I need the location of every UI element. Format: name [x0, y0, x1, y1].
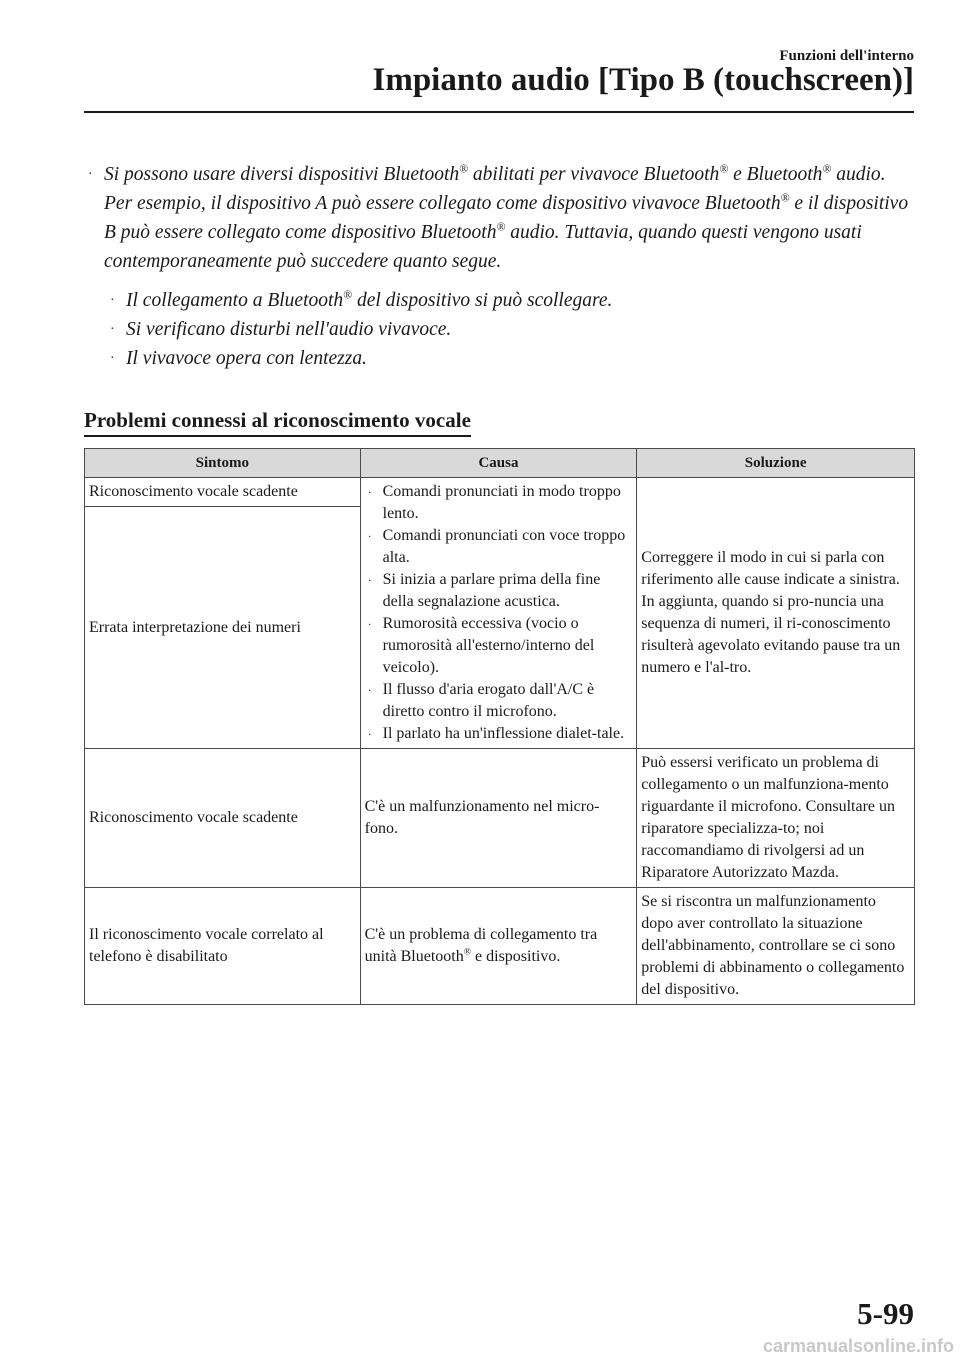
intro-notes	[84, 160, 914, 373]
table-row	[85, 749, 915, 888]
registered-mark: ®	[463, 946, 472, 958]
solution-cell: Può essersi verificato un problema di collegamento o un malfunziona-mento riguardante il microfono. Consultare un riparatore specializza-to; noi raccomandiamo di rivolgersi ad un Riparatore Autorizzato Mazda.	[637, 749, 915, 888]
registered-mark: ®	[459, 162, 469, 176]
item-text: del dispositivo si può scollegare.	[352, 290, 613, 311]
bullet-icon: ·	[367, 529, 372, 543]
bullet-icon: ·	[367, 683, 372, 697]
cause-list	[365, 481, 633, 745]
intro-text: e Bluetooth	[728, 164, 823, 185]
cause-cell	[360, 478, 637, 749]
table-row	[85, 888, 915, 1005]
header-divider	[84, 111, 914, 113]
list-item: · Si inizia a parlare prima della fine della segnalazione acustica.	[367, 571, 601, 610]
symptom-cell: Errata interpretazione dei numeri	[85, 507, 361, 749]
chapter-title: Funzioni dell'interno	[779, 48, 914, 64]
intro-paragraph	[84, 160, 914, 276]
intro-text: e il dispositivo B può essere collegato come dispositivo Bluetooth	[104, 193, 909, 243]
bullet-icon: ·	[88, 167, 93, 182]
registered-mark: ®	[496, 220, 506, 234]
solution-cell: Se si riscontra un malfunzionamento dopo aver controllato la situazione dell'abbinamento, controllare se ci sono problemi di abbinamento o collegamento del dispositivo.	[637, 888, 915, 1005]
watermark: carmanualsonline.info	[762, 1336, 954, 1356]
bullet-icon: ·	[110, 322, 115, 337]
symptom-cell: Il riconoscimento vocale correlato al telefono è disabilitato	[85, 888, 361, 1005]
registered-mark: ®	[822, 162, 832, 176]
page-number: 5-99	[857, 1296, 914, 1331]
bullet-icon: ·	[110, 351, 115, 366]
item-text: Si verificano disturbi nell'audio vivavoce.	[126, 319, 452, 340]
intro-text: audio. Per esempio, il dispositivo A può essere collegato come dispositivo vivavoce Bluetooth	[104, 164, 886, 214]
intro-text: Si possono usare diversi dispositivi Bluetooth	[104, 164, 460, 185]
registered-mark: ®	[780, 191, 790, 205]
cause-cell: C'è un problema di collegamento tra unità Bluetooth® e dispositivo.	[360, 888, 637, 1005]
bullet-icon: ·	[367, 727, 372, 741]
bullet-icon: ·	[367, 573, 372, 587]
list-item: · Rumorosità eccessiva (vocio o rumorosità all'esterno/interno del veicolo).	[367, 615, 595, 676]
item-text: Il vivavoce opera con lentezza.	[126, 348, 367, 369]
list-item: · Il flusso d'aria erogato dall'A/C è diretto contro il microfono.	[367, 681, 595, 720]
header-symptom: Sintomo	[85, 449, 361, 478]
registered-mark: ®	[343, 288, 353, 302]
table-row	[85, 478, 915, 507]
symptom-cell: Riconoscimento vocale scadente	[85, 749, 361, 888]
list-item: · Comandi pronunciati con voce troppo alta.	[367, 527, 626, 566]
list-item: · Il parlato ha un'inflessione dialet-tale.	[365, 723, 633, 745]
intro-text: audio. Tuttavia, quando questi vengono usati contemporaneamente può succedere quanto segue.	[104, 222, 862, 272]
item-text: Il collegamento a Bluetooth	[126, 290, 344, 311]
page-title: Impianto audio [Tipo B (touchscreen)]	[372, 62, 914, 98]
cause-cell: C'è un malfunzionamento nel micro-fono.	[360, 749, 637, 888]
bullet-icon: ·	[367, 485, 372, 499]
registered-mark: ®	[719, 162, 729, 176]
bullet-icon: ·	[110, 293, 115, 308]
list-item: · Comandi pronunciati in modo troppo lento.	[367, 483, 621, 522]
symptom-cell: Riconoscimento vocale scadente	[85, 478, 361, 507]
solution-cell: Correggere il modo in cui si parla con riferimento alle cause indicate a sinistra. In aggiunta, quando si pro-nuncia una sequenza di numeri, il ri-conoscimento risulterà agevolato evitando pause tra un numero e l'al-tro.	[637, 478, 915, 749]
list-item	[84, 315, 914, 344]
table-header-row	[85, 449, 915, 478]
consequence-list	[84, 286, 914, 373]
intro-text: abilitati per vivavoce Bluetooth	[468, 164, 720, 185]
list-item	[84, 286, 914, 315]
section-heading: Problemi connessi al riconoscimento vocale	[84, 408, 471, 437]
list-item	[84, 344, 914, 373]
header-solution: Soluzione	[637, 449, 915, 478]
bullet-icon: ·	[367, 617, 372, 631]
header-cause: Causa	[360, 449, 637, 478]
troubleshooting-table	[84, 448, 915, 1005]
